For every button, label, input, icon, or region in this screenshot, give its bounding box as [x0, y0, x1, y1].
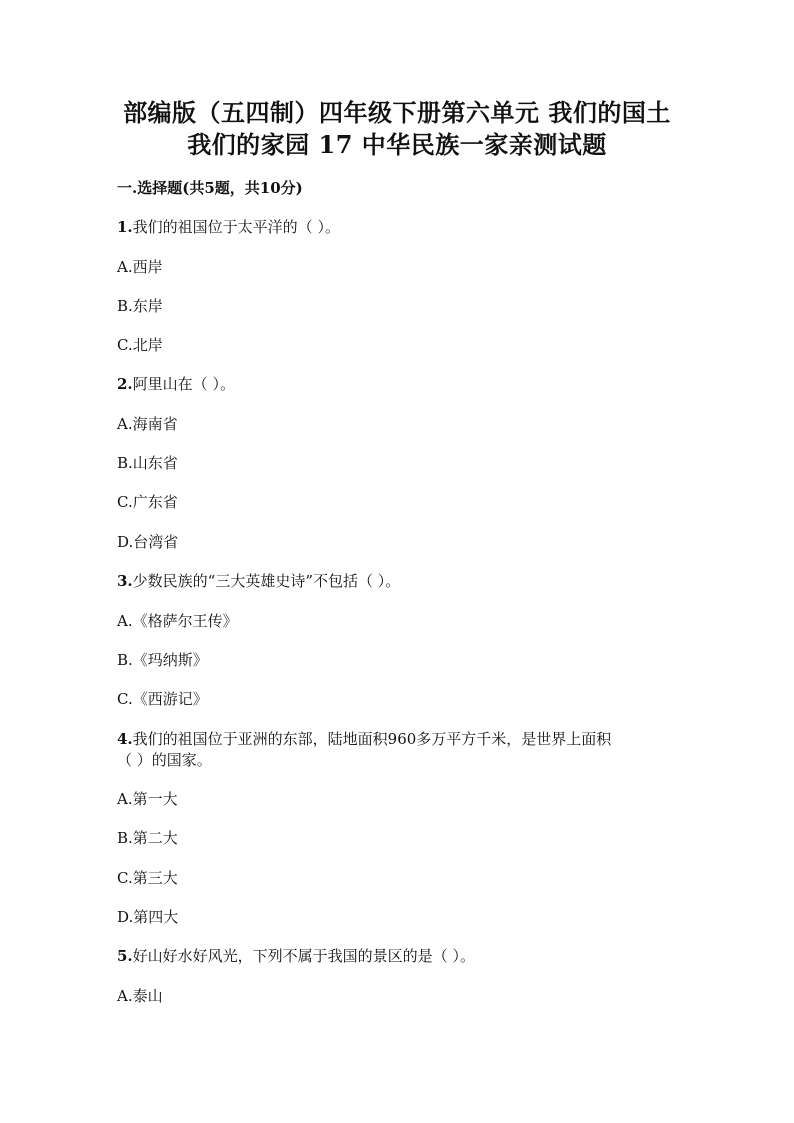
- question-2: [117, 374, 235, 394]
- question-3-option-b: B.《玛纳斯》: [117, 651, 208, 669]
- question-5-option-a: A.泰山: [117, 987, 163, 1005]
- question-3-option-a: A.《格萨尔王传》: [117, 612, 238, 630]
- question-2-option-d: D.台湾省: [117, 533, 179, 551]
- question-1-option-c: C.北岸: [117, 336, 163, 354]
- question-3: [117, 571, 400, 591]
- question-text: 我们的祖国位于亚洲的东部，陆地面积960多万平方千米，是世界上面积: [132, 730, 612, 748]
- section-heading: 一.选择题(共5题，共10分): [117, 179, 303, 197]
- question-4-option-d: D.第四大: [117, 908, 179, 926]
- question-4-continuation: （ ）的国家。: [117, 751, 212, 769]
- question-text: 阿里山在（ ）。: [132, 375, 235, 393]
- question-number: 5.: [117, 947, 133, 965]
- question-4-option-b: B.第二大: [117, 829, 178, 847]
- question-2-option-c: C.广东省: [117, 493, 178, 511]
- question-4: [117, 729, 611, 749]
- question-1-option-b: B.东岸: [117, 297, 163, 315]
- question-4-option-c: C.第三大: [117, 869, 178, 887]
- document-title-line-2: 我们的家园 17 中华民族一家亲测试题: [187, 130, 607, 159]
- question-number: 4.: [117, 730, 133, 748]
- document-title-line-1: 部编版（五四制）四年级下册第六单元 我们的国土: [123, 98, 671, 127]
- question-text: 少数民族的“三大英雄史诗”不包括（ ）。: [132, 572, 401, 590]
- question-1-option-a: A.西岸: [117, 258, 163, 276]
- question-number: 2.: [117, 375, 133, 393]
- question-number: 3.: [117, 572, 133, 590]
- question-1: [117, 217, 340, 237]
- question-5: [117, 946, 475, 966]
- question-text: 我们的祖国位于太平洋的（ ）。: [132, 218, 340, 236]
- question-4-option-a: A.第一大: [117, 790, 178, 808]
- question-2-option-b: B.山东省: [117, 454, 178, 472]
- question-3-option-c: C.《西游记》: [117, 690, 208, 708]
- question-text: 好山好水好风光，下列不属于我国的景区的是（ ）。: [132, 947, 475, 965]
- question-number: 1.: [117, 218, 133, 236]
- question-2-option-a: A.海南省: [117, 415, 178, 433]
